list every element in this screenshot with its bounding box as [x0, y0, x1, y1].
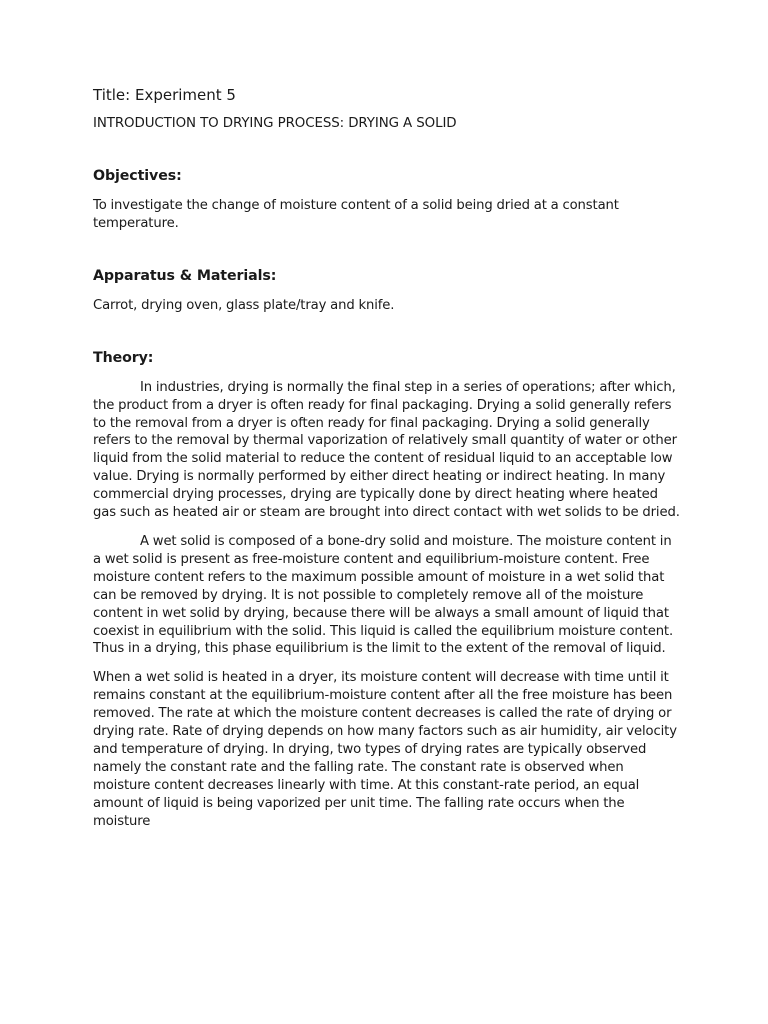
document-page: [93, 84, 683, 841]
document-subtitle: INTRODUCTION TO DRYING PROCESS: DRYING A SOLID: [93, 116, 457, 131]
apparatus-text: Carrot, drying oven, glass plate/tray and knife.: [93, 297, 395, 313]
theory-paragraph-1: In industries, drying is normally the final step in a series of operations; after which, the product from a dryer is often ready for final packaging. Drying a solid generally refers to the removal from a dryer is often ready for final packaging. Drying a solid generally refers to the removal by thermal vaporization of relatively small quantity of water or other liquid from the solid material to reduce the content of residual liquid to an acceptable low value. Drying is normally performed by either direct heating or indirect heating. In many commercial drying processes, drying are typically done by direct heating where heated gas such as heated air or steam are brought into direct contact with wet solids to be dried.: [93, 379, 680, 521]
theory-paragraph-3: When a wet solid is heated in a dryer, its moisture content will decrease with time until it remains constant at the equilibrium-moisture content after all the free moisture has been removed. The rate at which the moisture content decreases is called the rate of drying or drying rate. Rate of drying depends on how many factors such as air humidity, air velocity and temperature of drying. In drying, two types of drying rates are typically observed namely the constant rate and the falling rate. The constant rate is observed when moisture content decreases linearly with time. At this constant-rate period, an equal amount of liquid is being vaporized per unit time. The falling rate occurs when the moisture: [93, 670, 677, 829]
objectives-text: To investigate the change of moisture content of a solid being dried at a constant temperature.: [93, 198, 619, 231]
apparatus-heading: Apparatus & Materials:: [93, 267, 277, 284]
document-title: Title: Experiment 5: [93, 86, 236, 104]
theory-paragraph-2: A wet solid is composed of a bone-dry solid and moisture. The moisture content in a wet solid is present as free-moisture content and equilibrium-moisture content. Free moisture content refers to the maximum possible amount of moisture in a wet solid that can be removed by drying. It is not possible to completely remove all of the moisture content in wet solid by drying, because there will be always a small amount of liquid that coexist in equilibrium with the solid. This liquid is called the equilibrium moisture content. Thus in a drying, this phase equilibrium is the limit to the extent of the removal of liquid.: [93, 533, 674, 657]
theory-heading: Theory:: [93, 349, 154, 366]
objectives-heading: Objectives:: [93, 168, 182, 184]
